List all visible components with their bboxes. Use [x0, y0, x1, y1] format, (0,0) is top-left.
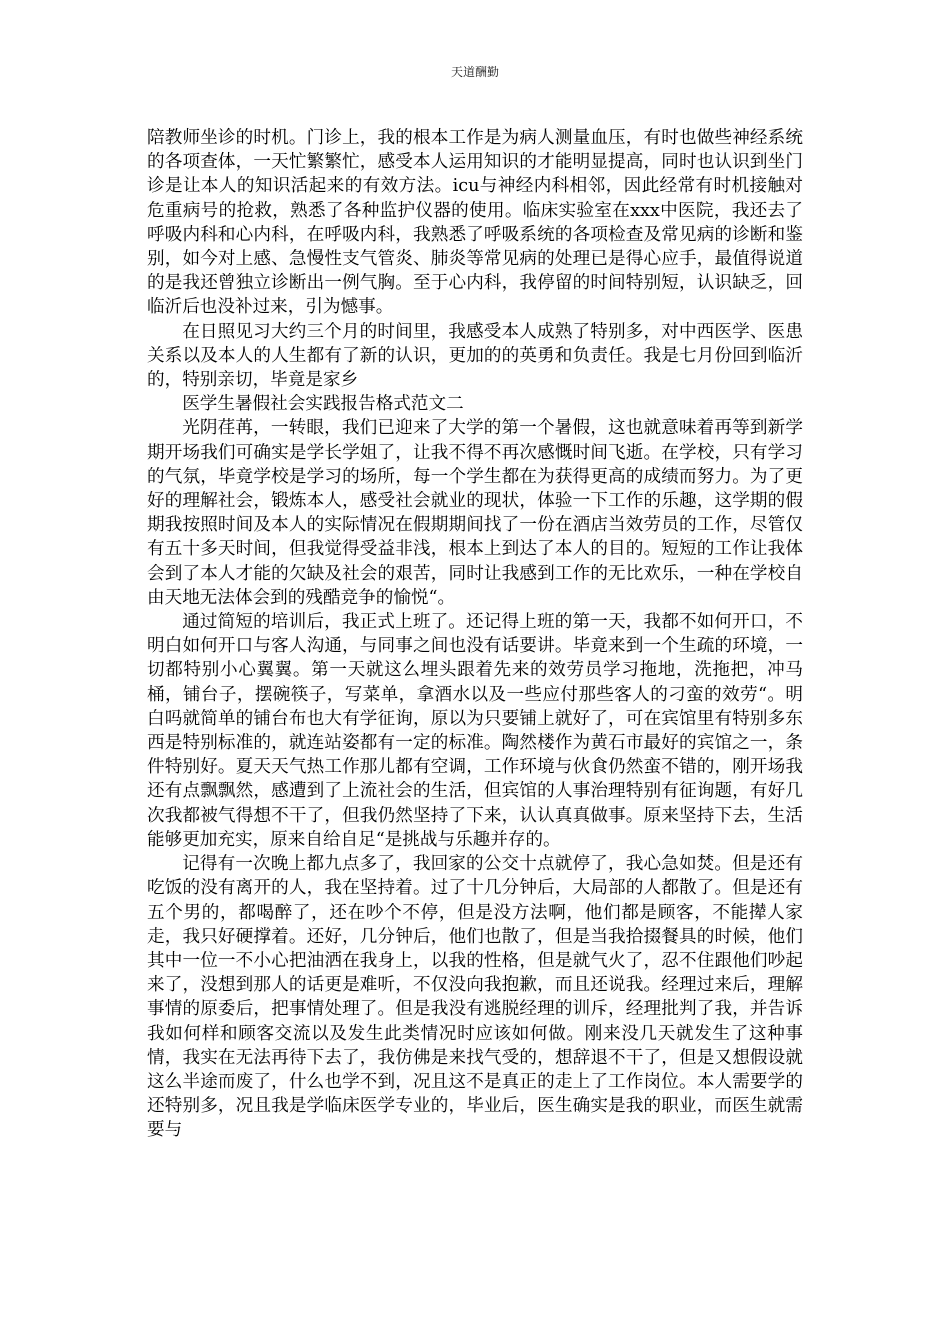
page-header: 天道酬勤 [450, 65, 499, 79]
section-heading: 医学生暑假社会实践报告格式范文二 [182, 394, 464, 415]
paragraph: 记得有一次晚上都九点多了，我回家的公交十点就停了，我心急如焚。但是还有吃饭的没有离开的人，我在坚持着。过了十几分钟后，大局部的人都散了。但是还有五个男的，都喝醉了，还在吵个不停，但是没方法啊，他们都是顾客，不能撵人家走，我只好硬撑着。还好，几分钟后，他们也散了，但是当我拾掇餐具的时候，他们其中一位一不小心把油洒在我身上，以我的性格，但是就气火了，忍不住跟他们吵起来了，没想到那人的话更是难听，不仅没向我抱歉，而且还说我。经理过来后，理解事情的原委后，把事情处理了。但是我没有逃脱经理的训斥，经理批判了我，并告诉我如何样和顾客交流以及发生此类情况时应该如何做。刚来没几天就发生了这种事情，我实在无法再待下去了，我仿佛是来找气受的，想辞退不干了，但是又想假设就这么半途而废了，什么也学不到，况且这不是真正的走上了工作岗位。本人需要学的还特别多，况且我是学临床医学专业的，毕业后，医生确实是我的职业，而医生就需要与 [147, 854, 803, 1141]
paragraph: 陪教师坐诊的时机。门诊上，我的根本工作是为病人测量血压，有时也做些神经系统的各项查体，一天忙繁繁忙，感受本人运用知识的才能明显提高，同时也认识到坐门诊是让本人的知识活起来的有效方法。icu与神经内科相邻，因此经常有时机接触对危重病号的抢救，熟悉了各种监护仪器的使用。临床实验室在xxx中医院，我还去了呼吸内科和心内科，在呼吸内科，我熟悉了呼吸系统的各项检查及常见病的诊断和鉴别，如今对上感、急慢性支气管炎、肺炎等常见病的处理已是得心应手，最值得说道的是我还曾独立诊断出一例气胸。至于心内科，我停留的时间特别短，认识缺乏，回临沂后也没补过来，引为憾事。 [147, 128, 803, 318]
paragraph: 光阴荏苒，一转眼，我们已迎来了大学的第一个暑假，这也就意味着再等到新学期开场我们可确实是学长学姐了，让我不得不再次感慨时间飞逝。在学校，只有学习的气氛，毕竟学校是学习的场所，每一个学生都在为获得更高的成绩而努力。为了更好的理解社会，锻炼本人，感受社会就业的现状，体验一下工作的乐趣，这学期的假期我按照时间及本人的实际情况在假期期间找了一份在酒店当效劳员的工作，尽管仅有五十多天时间，但我觉得受益非浅，根本上到达了本人的目的。短短的工作让我体会到了本人才能的欠缺及社会的艰苦，同时让我感到工作的无比欢乐，一种在学校自由天地无法体会到的残酷竞争的愉悦“。 [147, 418, 803, 608]
document-body [147, 126, 803, 1143]
paragraph: 通过简短的培训后，我正式上班了。还记得上班的第一天，我都不如何开口，不明白如何开口与客人沟通，与同事之间也没有话要讲。毕竟来到一个生疏的环境，一切都特别小心翼翼。第一天就这么埋头跟着先来的效劳员学习拖地，洗拖把，冲马桶，铺台子，摆碗筷子，写菜单，拿酒水以及一些应付那些客人的刁蛮的效劳“。明白吗就简单的铺台布也大有学征询，原以为只要铺上就好了，可在宾馆里有特别多东西是特别标准的，就连站姿都有一定的标准。陶然楼作为黄石市最好的宾馆之一，条件特别好。夏天天气热工作那儿都有空调，工作环境与伙食仍然蛮不错的，刚开场我还有点飘飘然，感遭到了上流社会的生活，但宾馆的人事治理特别有征询题，有好几次我都被气得想不干了，但我仍然坚持了下来，认认真真做事。原来坚持下去，生活能够更加充实，原来自给自足“是挑战与乐趣并存的。 [147, 612, 803, 850]
paragraph: 在日照见习大约三个月的时间里，我感受本人成熟了特别多，对中西医学、医患关系以及本人的人生都有了新的认识，更加的的英勇和负责任。我是七月份回到临沂的，特别亲切，毕竟是家乡 [147, 321, 803, 391]
